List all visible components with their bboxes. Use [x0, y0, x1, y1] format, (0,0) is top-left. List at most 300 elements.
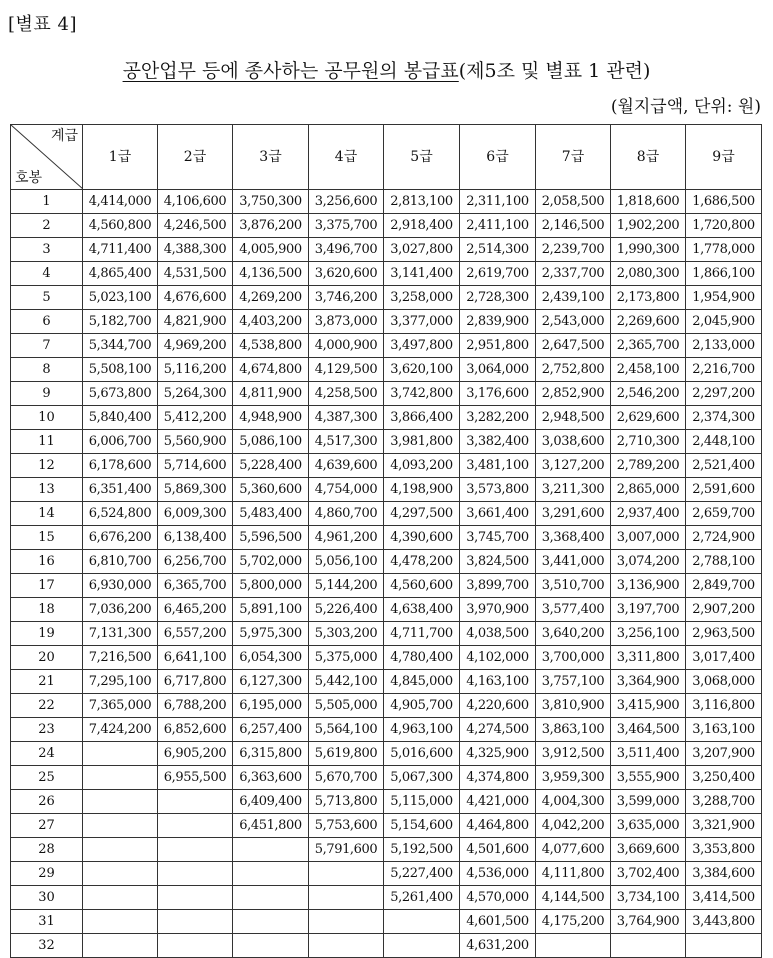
- table-row: [11, 862, 762, 886]
- salary-cell: 4,198,900: [384, 478, 460, 502]
- salary-cell: [83, 790, 158, 814]
- salary-cell: 1,686,500: [686, 190, 762, 214]
- salary-cell: [309, 934, 384, 958]
- column-header: 9급: [686, 125, 762, 190]
- salary-cell: 3,970,900: [460, 598, 536, 622]
- table-row: [11, 934, 762, 958]
- salary-cell: 5,975,300: [233, 622, 309, 646]
- salary-cell: 4,501,600: [460, 838, 536, 862]
- salary-cell: 2,521,400: [686, 454, 762, 478]
- salary-cell: 2,337,700: [536, 262, 611, 286]
- salary-cell: [83, 862, 158, 886]
- salary-cell: 6,955,500: [158, 766, 233, 790]
- salary-cell: 3,899,700: [460, 574, 536, 598]
- salary-cell: 6,257,400: [233, 718, 309, 742]
- salary-cell: 6,195,000: [233, 694, 309, 718]
- step-cell: 12: [11, 454, 83, 478]
- corner-header: [11, 125, 83, 190]
- salary-cell: [158, 886, 233, 910]
- step-cell: 6: [11, 310, 83, 334]
- salary-cell: 4,102,000: [460, 646, 536, 670]
- salary-cell: 5,714,600: [158, 454, 233, 478]
- salary-cell: [233, 886, 309, 910]
- salary-cell: 4,042,200: [536, 814, 611, 838]
- salary-cell: 2,918,400: [384, 214, 460, 238]
- salary-cell: 4,969,200: [158, 334, 233, 358]
- table-row: [11, 430, 762, 454]
- step-cell: 2: [11, 214, 83, 238]
- salary-cell: 5,056,100: [309, 550, 384, 574]
- salary-cell: [158, 838, 233, 862]
- salary-cell: 3,074,200: [611, 550, 686, 574]
- salary-cell: 3,734,100: [611, 886, 686, 910]
- salary-cell: 3,038,600: [536, 430, 611, 454]
- salary-cell: 5,564,100: [309, 718, 384, 742]
- table-row: [11, 838, 762, 862]
- salary-cell: 5,596,500: [233, 526, 309, 550]
- salary-cell: 4,531,500: [158, 262, 233, 286]
- salary-cell: [384, 910, 460, 934]
- salary-cell: 3,959,300: [536, 766, 611, 790]
- step-cell: 4: [11, 262, 83, 286]
- salary-cell: 3,577,400: [536, 598, 611, 622]
- salary-cell: 4,387,300: [309, 406, 384, 430]
- salary-cell: 2,849,700: [686, 574, 762, 598]
- salary-cell: 3,321,900: [686, 814, 762, 838]
- salary-cell: 4,269,200: [233, 286, 309, 310]
- salary-cell: 3,757,100: [536, 670, 611, 694]
- salary-cell: 3,207,900: [686, 742, 762, 766]
- salary-cell: 4,961,200: [309, 526, 384, 550]
- salary-cell: 2,448,100: [686, 430, 762, 454]
- salary-cell: 4,388,300: [158, 238, 233, 262]
- salary-cell: 5,800,000: [233, 574, 309, 598]
- salary-cell: 6,127,300: [233, 670, 309, 694]
- salary-cell: 3,876,200: [233, 214, 309, 238]
- salary-cell: 4,674,800: [233, 358, 309, 382]
- salary-cell: 5,670,700: [309, 766, 384, 790]
- salary-cell: 4,860,700: [309, 502, 384, 526]
- salary-cell: 3,382,400: [460, 430, 536, 454]
- salary-cell: [158, 910, 233, 934]
- salary-cell: 4,780,400: [384, 646, 460, 670]
- salary-cell: [83, 910, 158, 934]
- table-row: [11, 478, 762, 502]
- salary-cell: 3,375,700: [309, 214, 384, 238]
- salary-cell: 7,131,300: [83, 622, 158, 646]
- salary-cell: 4,905,700: [384, 694, 460, 718]
- salary-cell: 2,951,800: [460, 334, 536, 358]
- salary-cell: 2,629,600: [611, 406, 686, 430]
- salary-cell: 2,080,300: [611, 262, 686, 286]
- salary-cell: 3,064,000: [460, 358, 536, 382]
- table-row: [11, 622, 762, 646]
- salary-cell: 3,702,400: [611, 862, 686, 886]
- salary-cell: 4,403,200: [233, 310, 309, 334]
- salary-cell: 4,811,900: [233, 382, 309, 406]
- salary-cell: 1,818,600: [611, 190, 686, 214]
- salary-cell: 3,573,800: [460, 478, 536, 502]
- step-cell: 28: [11, 838, 83, 862]
- salary-cell: [384, 934, 460, 958]
- salary-cell: [309, 886, 384, 910]
- salary-cell: 4,865,400: [83, 262, 158, 286]
- salary-cell: 5,226,400: [309, 598, 384, 622]
- salary-cell: 3,981,800: [384, 430, 460, 454]
- table-row: [11, 766, 762, 790]
- salary-cell: 3,669,600: [611, 838, 686, 862]
- salary-cell: 4,638,400: [384, 598, 460, 622]
- salary-cell: 5,713,800: [309, 790, 384, 814]
- step-cell: 9: [11, 382, 83, 406]
- salary-cell: [158, 790, 233, 814]
- table-row: [11, 454, 762, 478]
- salary-cell: 2,269,600: [611, 310, 686, 334]
- salary-cell: 4,274,500: [460, 718, 536, 742]
- salary-cell: 7,216,500: [83, 646, 158, 670]
- salary-cell: 4,093,200: [384, 454, 460, 478]
- salary-cell: 2,619,700: [460, 262, 536, 286]
- step-cell: 24: [11, 742, 83, 766]
- salary-cell: 5,840,400: [83, 406, 158, 430]
- salary-cell: 2,659,700: [686, 502, 762, 526]
- salary-cell: 5,016,600: [384, 742, 460, 766]
- salary-cell: 4,517,300: [309, 430, 384, 454]
- salary-cell: 4,004,300: [536, 790, 611, 814]
- salary-cell: 6,054,300: [233, 646, 309, 670]
- salary-cell: 3,441,000: [536, 550, 611, 574]
- table-row: [11, 718, 762, 742]
- salary-cell: 2,752,800: [536, 358, 611, 382]
- salary-cell: 3,415,900: [611, 694, 686, 718]
- salary-cell: 4,111,800: [536, 862, 611, 886]
- salary-cell: 5,182,700: [83, 310, 158, 334]
- step-cell: 10: [11, 406, 83, 430]
- salary-cell: 6,810,700: [83, 550, 158, 574]
- salary-cell: 4,639,600: [309, 454, 384, 478]
- salary-cell: 6,676,200: [83, 526, 158, 550]
- step-cell: 32: [11, 934, 83, 958]
- salary-cell: 2,724,900: [686, 526, 762, 550]
- salary-cell: 4,325,900: [460, 742, 536, 766]
- salary-cell: 2,216,700: [686, 358, 762, 382]
- document-title: [0, 56, 773, 83]
- salary-cell: 2,813,100: [384, 190, 460, 214]
- salary-cell: 3,288,700: [686, 790, 762, 814]
- step-cell: 13: [11, 478, 83, 502]
- step-cell: 27: [11, 814, 83, 838]
- salary-cell: 6,524,800: [83, 502, 158, 526]
- table-row: [11, 694, 762, 718]
- salary-cell: [233, 838, 309, 862]
- salary-cell: 5,442,100: [309, 670, 384, 694]
- salary-cell: 4,570,000: [460, 886, 536, 910]
- salary-cell: [536, 934, 611, 958]
- salary-cell: 5,192,500: [384, 838, 460, 862]
- table-row: [11, 790, 762, 814]
- salary-cell: 4,754,000: [309, 478, 384, 502]
- table-row: [11, 550, 762, 574]
- salary-cell: 4,601,500: [460, 910, 536, 934]
- salary-cell: 3,745,700: [460, 526, 536, 550]
- salary-cell: 3,364,900: [611, 670, 686, 694]
- column-header: 7급: [536, 125, 611, 190]
- salary-cell: 3,176,600: [460, 382, 536, 406]
- salary-cell: 4,478,200: [384, 550, 460, 574]
- salary-cell: 2,963,500: [686, 622, 762, 646]
- step-cell: 30: [11, 886, 83, 910]
- salary-cell: 3,258,000: [384, 286, 460, 310]
- column-header: 4급: [309, 125, 384, 190]
- salary-cell: 1,778,000: [686, 238, 762, 262]
- salary-cell: 2,311,100: [460, 190, 536, 214]
- salary-cell: 5,067,300: [384, 766, 460, 790]
- salary-cell: 3,746,200: [309, 286, 384, 310]
- salary-cell: [83, 886, 158, 910]
- salary-cell: 3,555,900: [611, 766, 686, 790]
- salary-cell: [158, 814, 233, 838]
- salary-cell: 2,439,100: [536, 286, 611, 310]
- salary-cell: 2,514,300: [460, 238, 536, 262]
- salary-cell: 3,353,800: [686, 838, 762, 862]
- salary-cell: 2,543,000: [536, 310, 611, 334]
- table-row: [11, 334, 762, 358]
- salary-cell: 7,424,200: [83, 718, 158, 742]
- salary-cell: 5,023,100: [83, 286, 158, 310]
- salary-cell: 5,483,400: [233, 502, 309, 526]
- salary-cell: 6,315,800: [233, 742, 309, 766]
- salary-cell: 3,116,800: [686, 694, 762, 718]
- salary-cell: 3,250,400: [686, 766, 762, 790]
- salary-cell: 5,116,200: [158, 358, 233, 382]
- unit-note: (월지급액, 단위: 원): [610, 97, 761, 117]
- step-cell: 31: [11, 910, 83, 934]
- salary-cell: 5,673,800: [83, 382, 158, 406]
- salary-cell: 2,458,100: [611, 358, 686, 382]
- salary-cell: 2,058,500: [536, 190, 611, 214]
- salary-cell: 6,409,400: [233, 790, 309, 814]
- salary-cell: 4,963,100: [384, 718, 460, 742]
- salary-cell: 6,930,000: [83, 574, 158, 598]
- salary-cell: 3,496,700: [309, 238, 384, 262]
- salary-cell: 2,788,100: [686, 550, 762, 574]
- table-row: [11, 358, 762, 382]
- salary-cell: 5,115,000: [384, 790, 460, 814]
- salary-cell: 3,700,000: [536, 646, 611, 670]
- salary-cell: 3,464,500: [611, 718, 686, 742]
- salary-cell: 2,948,500: [536, 406, 611, 430]
- salary-cell: 5,508,100: [83, 358, 158, 382]
- salary-cell: 5,154,600: [384, 814, 460, 838]
- salary-cell: 6,256,700: [158, 550, 233, 574]
- salary-cell: 2,852,900: [536, 382, 611, 406]
- salary-cell: 2,728,300: [460, 286, 536, 310]
- step-cell: 16: [11, 550, 83, 574]
- salary-cell: 3,810,900: [536, 694, 611, 718]
- salary-cell: 3,866,400: [384, 406, 460, 430]
- salary-cell: 2,173,800: [611, 286, 686, 310]
- step-cell: 15: [11, 526, 83, 550]
- salary-cell: 4,258,500: [309, 382, 384, 406]
- salary-cell: 3,141,400: [384, 262, 460, 286]
- salary-cell: 4,005,900: [233, 238, 309, 262]
- salary-cell: 6,138,400: [158, 526, 233, 550]
- step-cell: 5: [11, 286, 83, 310]
- salary-cell: 3,282,200: [460, 406, 536, 430]
- salary-cell: 2,591,600: [686, 478, 762, 502]
- salary-cell: 4,560,800: [83, 214, 158, 238]
- salary-cell: 3,127,200: [536, 454, 611, 478]
- salary-cell: 1,954,900: [686, 286, 762, 310]
- salary-cell: 3,824,500: [460, 550, 536, 574]
- table-row: [11, 382, 762, 406]
- salary-table: [10, 124, 762, 958]
- salary-cell: 3,163,100: [686, 718, 762, 742]
- salary-cell: 5,560,900: [158, 430, 233, 454]
- salary-cell: [233, 910, 309, 934]
- step-cell: 23: [11, 718, 83, 742]
- salary-cell: 4,711,700: [384, 622, 460, 646]
- salary-cell: 3,742,800: [384, 382, 460, 406]
- salary-cell: 7,365,000: [83, 694, 158, 718]
- salary-cell: [158, 862, 233, 886]
- salary-cell: [611, 934, 686, 958]
- salary-cell: 5,303,200: [309, 622, 384, 646]
- step-cell: 22: [11, 694, 83, 718]
- step-cell: 20: [11, 646, 83, 670]
- salary-cell: 3,377,000: [384, 310, 460, 334]
- salary-cell: 5,227,400: [384, 862, 460, 886]
- step-cell: 25: [11, 766, 83, 790]
- step-cell: 18: [11, 598, 83, 622]
- step-cell: 1: [11, 190, 83, 214]
- salary-cell: 6,363,600: [233, 766, 309, 790]
- salary-cell: [233, 934, 309, 958]
- salary-cell: 4,163,100: [460, 670, 536, 694]
- salary-cell: 6,465,200: [158, 598, 233, 622]
- salary-cell: 3,640,200: [536, 622, 611, 646]
- salary-cell: 2,907,200: [686, 598, 762, 622]
- table-body: [11, 190, 762, 958]
- step-cell: 8: [11, 358, 83, 382]
- salary-cell: 3,256,600: [309, 190, 384, 214]
- salary-cell: [83, 838, 158, 862]
- table-row: [11, 214, 762, 238]
- salary-cell: 5,228,400: [233, 454, 309, 478]
- salary-cell: 3,635,000: [611, 814, 686, 838]
- salary-cell: 3,620,100: [384, 358, 460, 382]
- salary-cell: 5,360,600: [233, 478, 309, 502]
- table-row: [11, 286, 762, 310]
- salary-cell: 3,750,300: [233, 190, 309, 214]
- salary-cell: 2,411,100: [460, 214, 536, 238]
- step-cell: 17: [11, 574, 83, 598]
- table-row: [11, 406, 762, 430]
- column-header: 6급: [460, 125, 536, 190]
- salary-cell: 5,619,800: [309, 742, 384, 766]
- column-header: 5급: [384, 125, 460, 190]
- salary-cell: [158, 934, 233, 958]
- step-cell: 3: [11, 238, 83, 262]
- salary-cell: 5,264,300: [158, 382, 233, 406]
- salary-cell: 2,839,900: [460, 310, 536, 334]
- table-row: [11, 502, 762, 526]
- salary-cell: 3,443,800: [686, 910, 762, 934]
- salary-cell: 3,291,600: [536, 502, 611, 526]
- salary-cell: 2,365,700: [611, 334, 686, 358]
- salary-cell: 3,511,400: [611, 742, 686, 766]
- corner-step-label: 호봉: [15, 170, 43, 186]
- step-cell: 29: [11, 862, 83, 886]
- salary-cell: 6,557,200: [158, 622, 233, 646]
- salary-cell: 3,027,800: [384, 238, 460, 262]
- salary-cell: 5,505,000: [309, 694, 384, 718]
- salary-cell: 6,009,300: [158, 502, 233, 526]
- salary-cell: 2,789,200: [611, 454, 686, 478]
- salary-cell: 4,220,600: [460, 694, 536, 718]
- salary-cell: 3,211,300: [536, 478, 611, 502]
- salary-cell: [309, 910, 384, 934]
- salary-cell: 7,036,200: [83, 598, 158, 622]
- salary-cell: 2,374,300: [686, 406, 762, 430]
- salary-cell: 3,764,900: [611, 910, 686, 934]
- salary-cell: 4,821,900: [158, 310, 233, 334]
- salary-cell: 4,374,800: [460, 766, 536, 790]
- salary-cell: [83, 742, 158, 766]
- salary-cell: 4,538,800: [233, 334, 309, 358]
- salary-cell: [309, 862, 384, 886]
- salary-cell: 5,412,200: [158, 406, 233, 430]
- salary-cell: 6,006,700: [83, 430, 158, 454]
- salary-cell: [233, 862, 309, 886]
- salary-cell: 3,912,500: [536, 742, 611, 766]
- salary-cell: 3,068,000: [686, 670, 762, 694]
- table-row: [11, 190, 762, 214]
- salary-cell: 4,845,000: [384, 670, 460, 694]
- salary-cell: 3,873,000: [309, 310, 384, 334]
- salary-cell: 4,948,900: [233, 406, 309, 430]
- salary-cell: 3,620,600: [309, 262, 384, 286]
- table-row: [11, 670, 762, 694]
- salary-cell: [686, 934, 762, 958]
- table-row: [11, 262, 762, 286]
- salary-cell: 5,891,100: [233, 598, 309, 622]
- salary-cell: 3,863,100: [536, 718, 611, 742]
- corner-rank-label: 계급: [50, 128, 78, 144]
- column-header: 1급: [83, 125, 158, 190]
- salary-cell: 3,481,100: [460, 454, 536, 478]
- step-cell: 26: [11, 790, 83, 814]
- salary-cell: 1,990,300: [611, 238, 686, 262]
- salary-cell: 6,351,400: [83, 478, 158, 502]
- salary-cell: 4,106,600: [158, 190, 233, 214]
- salary-cell: 1,866,100: [686, 262, 762, 286]
- salary-cell: 5,144,200: [309, 574, 384, 598]
- salary-cell: 7,295,100: [83, 670, 158, 694]
- salary-cell: [83, 766, 158, 790]
- table-row: [11, 646, 762, 670]
- salary-cell: 4,077,600: [536, 838, 611, 862]
- salary-cell: 4,421,000: [460, 790, 536, 814]
- salary-cell: 3,136,900: [611, 574, 686, 598]
- salary-cell: 6,365,700: [158, 574, 233, 598]
- column-header: 3급: [233, 125, 309, 190]
- salary-cell: 4,536,000: [460, 862, 536, 886]
- annex-label: [별표 4]: [8, 14, 77, 35]
- salary-cell: 5,869,300: [158, 478, 233, 502]
- salary-cell: 2,239,700: [536, 238, 611, 262]
- salary-cell: 4,390,600: [384, 526, 460, 550]
